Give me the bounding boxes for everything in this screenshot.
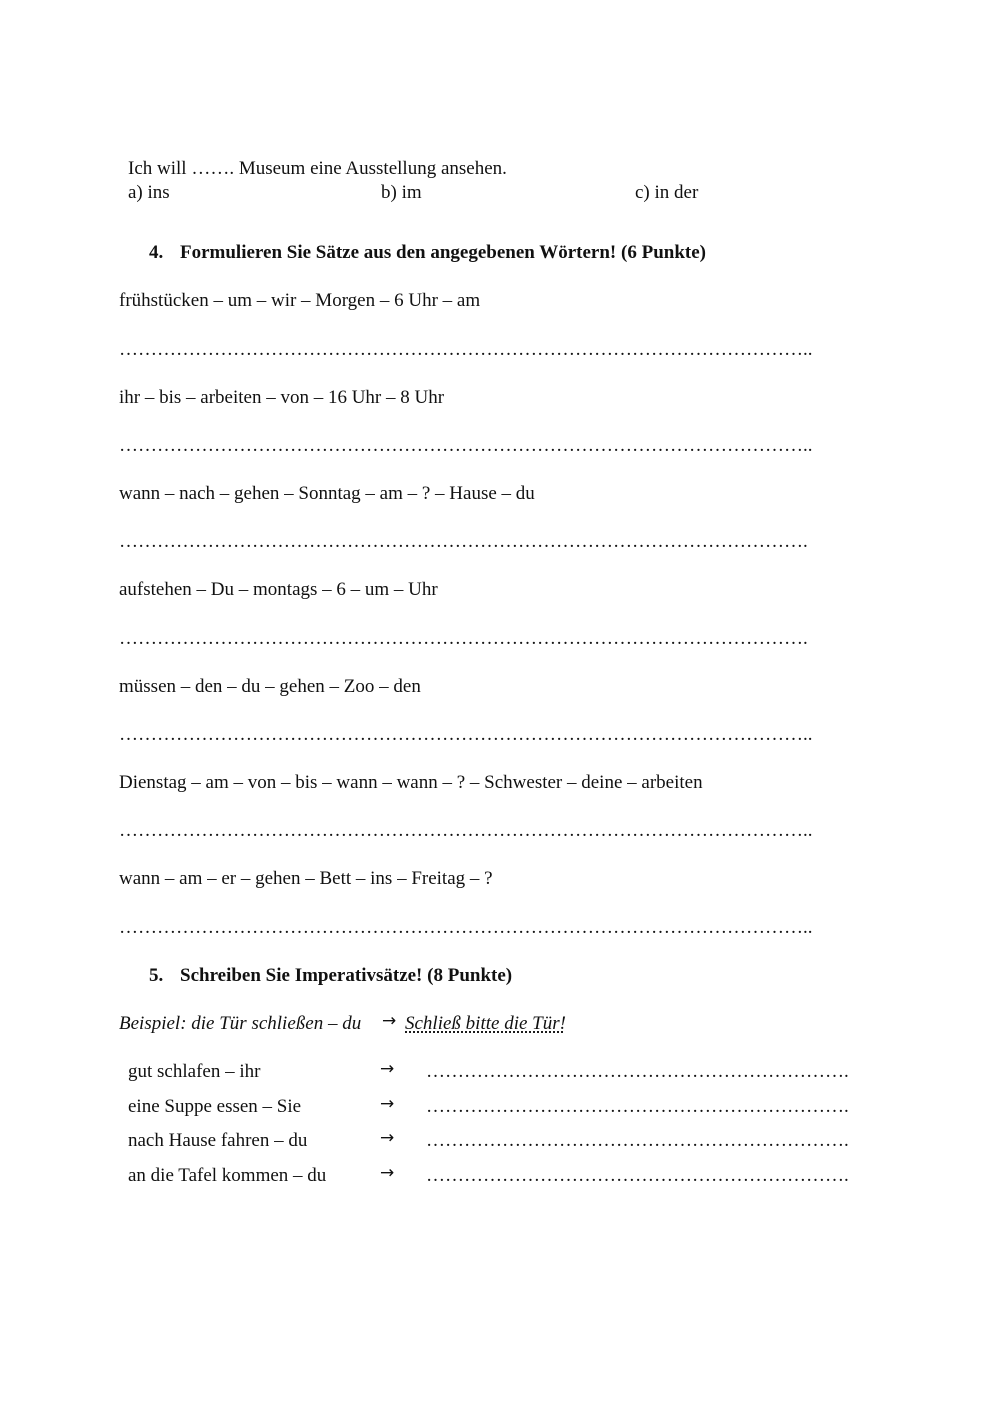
arrow-icon: →	[380, 1059, 395, 1079]
arrow-icon: →	[380, 1094, 395, 1114]
task4-item-5-answer-line[interactable]: ………………………………………………………………………………………………..	[119, 724, 813, 745]
task4-item-2-words: ihr – bis – arbeiten – von – 16 Uhr – 8 Uhr	[119, 387, 445, 408]
arrow-icon: →	[380, 1128, 395, 1148]
task4-number: 4.	[149, 242, 164, 263]
example-arrow-icon: →	[382, 1011, 397, 1031]
task5-item-3-prompt: nach Hause fahren – du	[128, 1130, 308, 1151]
task4-item-6-answer-line[interactable]: ………………………………………………………………………………………………..	[119, 820, 813, 841]
prev-question-sentence: Ich will ……. Museum eine Ausstellung ansehen.	[128, 158, 507, 179]
option-a: a) ins	[128, 182, 170, 203]
task4-item-3-answer-line[interactable]: ……………………………………………………………………………………………….	[119, 531, 808, 552]
example-answer: Schließ bitte die Tür!	[405, 1013, 566, 1034]
task4-item-4-words: aufstehen – Du – montags – 6 – um – Uhr	[119, 579, 438, 600]
task5-item-1-prompt: gut schlafen – ihr	[128, 1061, 261, 1082]
task5-title: Schreiben Sie Imperativsätze! (8 Punkte)	[180, 965, 513, 986]
task5-item-2-prompt: eine Suppe essen – Sie	[128, 1096, 302, 1117]
task4-item-7-answer-line[interactable]: ………………………………………………………………………………………………..	[119, 917, 813, 938]
task4-item-5-words: müssen – den – du – gehen – Zoo – den	[119, 676, 421, 697]
example-prefix: Beispiel: die Tür schließen – du	[119, 1013, 362, 1034]
task5-item-4-prompt: an die Tafel kommen – du	[128, 1165, 327, 1186]
task4-item-3-words: wann – nach – gehen – Sonntag – am – ? – Hause – du	[119, 483, 535, 504]
task4-title: Formulieren Sie Sätze aus den angegebenen Wörtern! (6 Punkte)	[180, 242, 706, 263]
task4-item-1-words: frühstücken – um – wir – Morgen – 6 Uhr – am	[119, 290, 481, 311]
task4-item-2-answer-line[interactable]: ………………………………………………………………………………………………..	[119, 435, 813, 456]
task5-item-3-answer-line[interactable]: ………………………………………………………….	[426, 1130, 849, 1151]
arrow-icon: →	[380, 1163, 395, 1183]
task4-item-7-words: wann – am – er – gehen – Bett – ins – Freitag – ?	[119, 868, 493, 889]
task4-item-4-answer-line[interactable]: ……………………………………………………………………………………………….	[119, 628, 808, 649]
task4-item-6-words: Dienstag – am – von – bis – wann – wann – ? – Schwester – deine – arbeiten	[119, 772, 703, 793]
task5-item-4-answer-line[interactable]: ………………………………………………………….	[426, 1165, 849, 1186]
option-b: b) im	[381, 182, 422, 203]
option-c: c) in der	[635, 182, 699, 203]
task5-item-2-answer-line[interactable]: ………………………………………………………….	[426, 1096, 849, 1117]
task5-item-1-answer-line[interactable]: ………………………………………………………….	[426, 1061, 849, 1082]
task5-number: 5.	[149, 965, 164, 986]
task4-item-1-answer-line[interactable]: ………………………………………………………………………………………………..	[119, 339, 813, 360]
